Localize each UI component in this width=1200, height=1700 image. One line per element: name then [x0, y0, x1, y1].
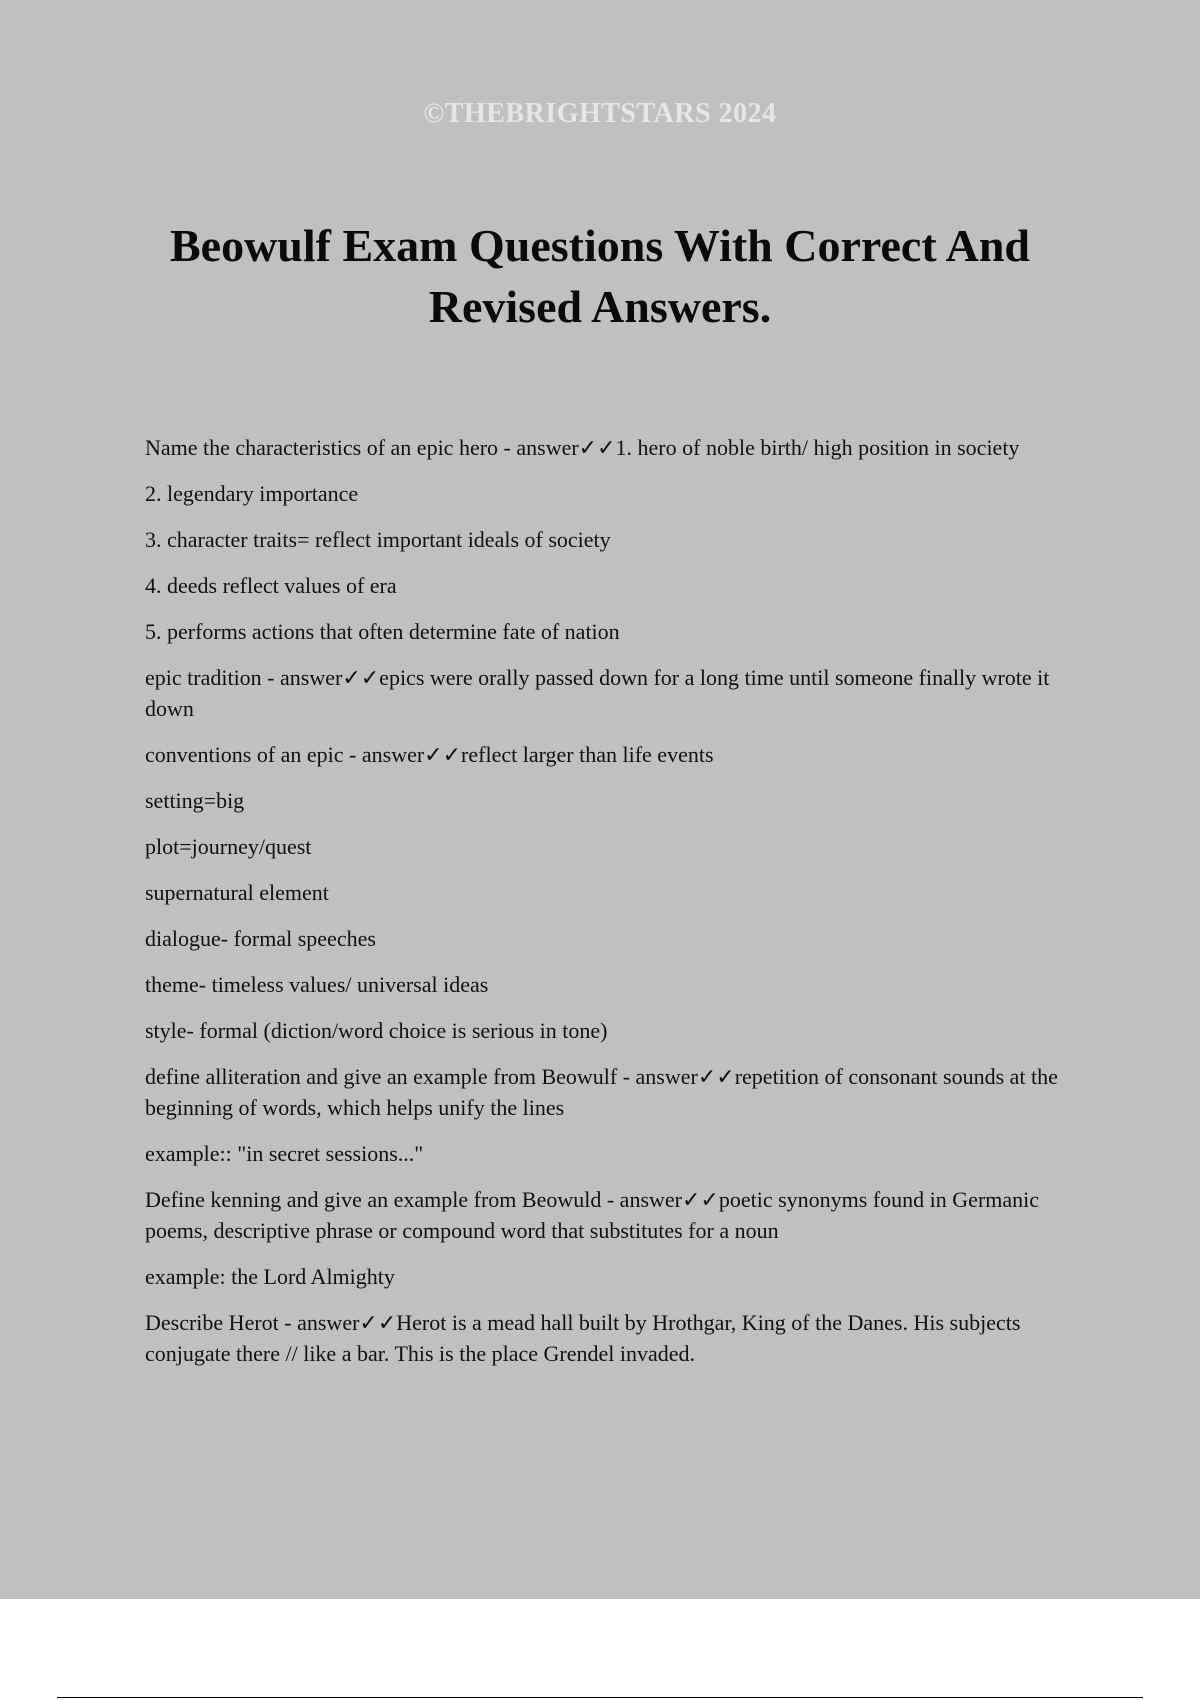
qa-paragraph: 4. deeds reflect values of era [145, 573, 397, 598]
qa-paragraph: Describe Herot - answer✓✓Herot is a mead hall built by Hrothgar, King of the Danes. His subjects conjugate there // like a bar. This is the place Grendel invaded. [145, 1310, 1021, 1366]
footer-divider [57, 1697, 1143, 1698]
qa-paragraph: 5. performs actions that often determine fate of nation [145, 619, 620, 644]
qa-paragraph: 3. character traits= reflect important ideals of society [145, 527, 611, 552]
qa-paragraph: theme- timeless values/ universal ideas [145, 972, 489, 997]
qa-paragraph: Define kenning and give an example from Beowuld - answer✓✓poetic synonyms found in Germanic poems, descriptive phrase or compound word that substitutes for a noun [145, 1187, 1040, 1243]
qa-paragraph: epic tradition - answer✓✓epics were orally passed down for a long time until someone finally wrote it down [145, 665, 1050, 721]
qa-paragraph: 2. legendary importance [145, 481, 359, 506]
qa-paragraph: example: the Lord Almighty [145, 1264, 395, 1289]
qa-paragraph: define alliteration and give an example from Beowulf - answer✓✓repetition of consonant sounds at the beginning of words, which helps unify the lines [145, 1064, 1058, 1120]
qa-paragraph: conventions of an epic - answer✓✓reflect larger than life events [145, 742, 714, 767]
qa-paragraph: dialogue- formal speeches [145, 926, 376, 951]
qa-content [145, 432, 1095, 1384]
document-title: Beowulf Exam Questions With Correct And Revised Answers. [169, 220, 1030, 332]
qa-paragraph: supernatural element [145, 880, 329, 905]
qa-paragraph: Name the characteristics of an epic hero - answer✓✓1. hero of noble birth/ high position in society [145, 435, 1020, 460]
qa-paragraph: style- formal (diction/word choice is serious in tone) [145, 1018, 608, 1043]
watermark: ©THEBRIGHTSTARS 2024 [423, 98, 777, 129]
qa-paragraph: plot=journey/quest [145, 834, 312, 859]
qa-paragraph: setting=big [145, 788, 245, 813]
qa-paragraph: example:: "in secret sessions..." [145, 1141, 424, 1166]
